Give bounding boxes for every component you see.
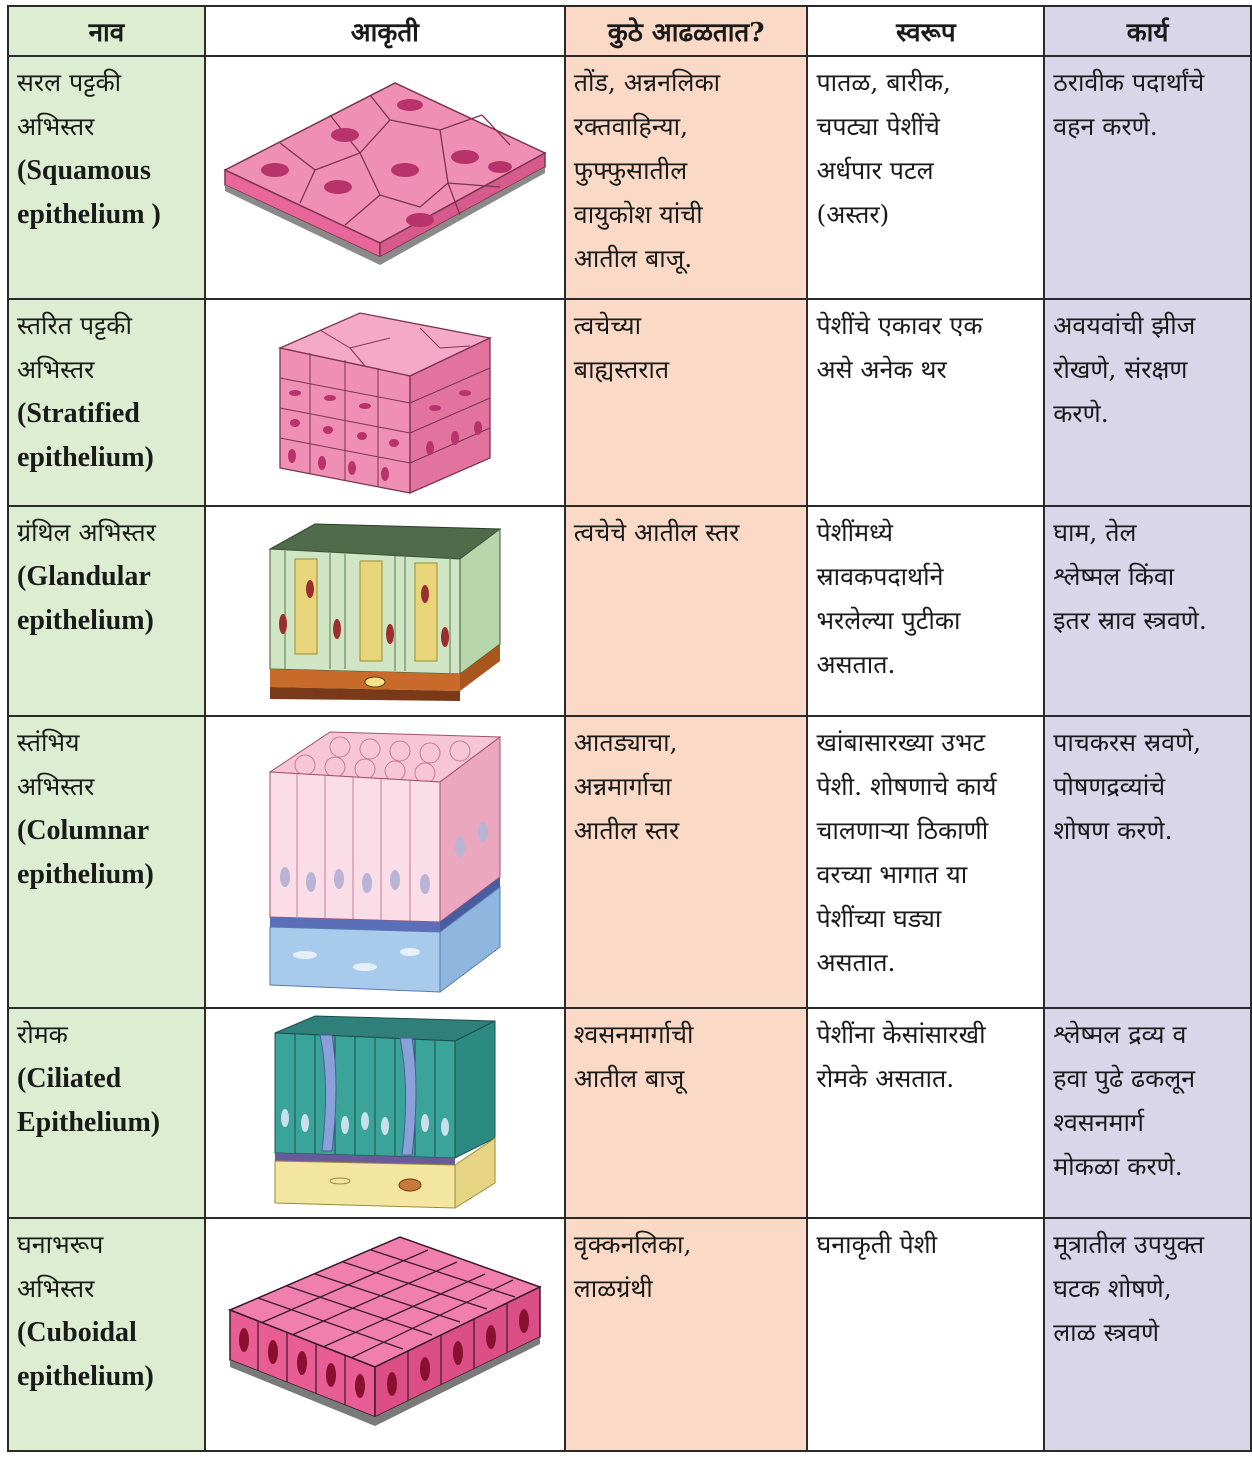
name-english: (Stratified epithelium) <box>17 398 154 473</box>
cell-nature: पेशींना केसांसारखी रोमके असतात. <box>807 1008 1044 1218</box>
ciliated-epithelium-illustration <box>270 1013 500 1213</box>
cell-figure <box>205 1008 565 1218</box>
cell-figure <box>205 299 565 506</box>
name-marathi: सरल पट्टकी अभिस्तर <box>17 68 122 141</box>
cell-function: ठरावीक पदार्थांचे वहन करणे. <box>1044 56 1251 299</box>
name-english: (Cuboidal epithelium) <box>17 1317 154 1392</box>
table-row-ciliated <box>8 1008 1251 1218</box>
header-name: नाव <box>8 6 205 56</box>
cell-function: अवयवांची झीज रोखणे, संरक्षण करणे. <box>1044 299 1251 506</box>
name-english: (Columnar epithelium) <box>17 815 154 890</box>
table-row-columnar <box>8 716 1251 1008</box>
header-row <box>8 6 1251 56</box>
cell-name <box>8 56 205 299</box>
header-function: कार्य <box>1044 6 1251 56</box>
squamous-epithelium-illustration <box>220 75 550 280</box>
header-figure: आकृती <box>205 6 565 56</box>
name-marathi: रोमक <box>17 1020 68 1049</box>
name-english: (Ciliated Epithelium) <box>17 1063 161 1138</box>
header-nature: स्वरूप <box>807 6 1044 56</box>
cell-nature: घनाकृती पेशी <box>807 1218 1044 1451</box>
cell-figure <box>205 56 565 299</box>
cell-location: त्वचेचे आतील स्तर <box>565 506 808 716</box>
name-marathi: ग्रंथिल अभिस्तर <box>17 518 156 547</box>
cell-location: वृक्कनलिका, लाळग्रंथी <box>565 1218 808 1451</box>
epithelium-table <box>7 5 1252 1452</box>
stratified-epithelium-illustration <box>270 308 500 498</box>
cell-nature: पेशींमध्ये स्रावकपदार्थाने भरलेल्या पुटीका असतात. <box>807 506 1044 716</box>
name-marathi: स्तरित पट्टकी अभिस्तर <box>17 311 132 384</box>
name-marathi: घनाभरूप अभिस्तर <box>17 1230 104 1303</box>
table-row-glandular <box>8 506 1251 716</box>
cell-location: श्वसनमार्गाची आतील बाजू <box>565 1008 808 1218</box>
table-row-stratified <box>8 299 1251 506</box>
cell-nature: खांबासारख्या उभट पेशी. शोषणाचे कार्य चालणाऱ्या ठिकाणी वरच्या भागात या पेशींच्या घड्या असतात. <box>807 716 1044 1008</box>
name-english: (Glandular epithelium) <box>17 561 154 636</box>
cell-name <box>8 716 205 1008</box>
cell-function: मूत्रातील उपयुक्त घटक शोषणे, लाळ स्त्रवणे <box>1044 1218 1251 1451</box>
cell-function: श्लेष्मल द्रव्य व हवा पुढे ढकलून श्वसनमार्ग मोकळा करणे. <box>1044 1008 1251 1218</box>
cuboidal-epithelium-illustration <box>225 1232 545 1437</box>
cell-name <box>8 1008 205 1218</box>
cell-figure <box>205 506 565 716</box>
cell-location: आतड्याचा, अन्नमार्गाचा आतील स्तर <box>565 716 808 1008</box>
glandular-epithelium-illustration <box>265 519 505 704</box>
header-location: कुठे आढळतात? <box>565 6 808 56</box>
cell-function: पाचकरस स्रवणे, पोषणद्रव्यांचे शोषण करणे. <box>1044 716 1251 1008</box>
cell-location: त्वचेच्या बाह्यस्तरात <box>565 299 808 506</box>
cell-figure <box>205 716 565 1008</box>
table-row-cuboidal <box>8 1218 1251 1451</box>
table-row-squamous <box>8 56 1251 299</box>
name-english: (Squamous epithelium ) <box>17 155 161 230</box>
cell-function: घाम, तेल श्लेष्मल किंवा इतर स्राव स्त्रवणे. <box>1044 506 1251 716</box>
name-marathi: स्तंभिय अभिस्तर <box>17 728 95 801</box>
cell-name <box>8 1218 205 1451</box>
cell-nature: पेशींचे एकावर एक असे अनेक थर <box>807 299 1044 506</box>
columnar-epithelium-illustration <box>265 727 505 997</box>
cell-location: तोंड, अन्ननलिका रक्तवाहिन्या, फुफ्फुसातील वायुकोश यांची आतील बाजू. <box>565 56 808 299</box>
cell-name <box>8 506 205 716</box>
cell-figure <box>205 1218 565 1451</box>
cell-name <box>8 299 205 506</box>
cell-nature: पातळ, बारीक, चपट्या पेशींचे अर्धपार पटल (अस्तर) <box>807 56 1044 299</box>
